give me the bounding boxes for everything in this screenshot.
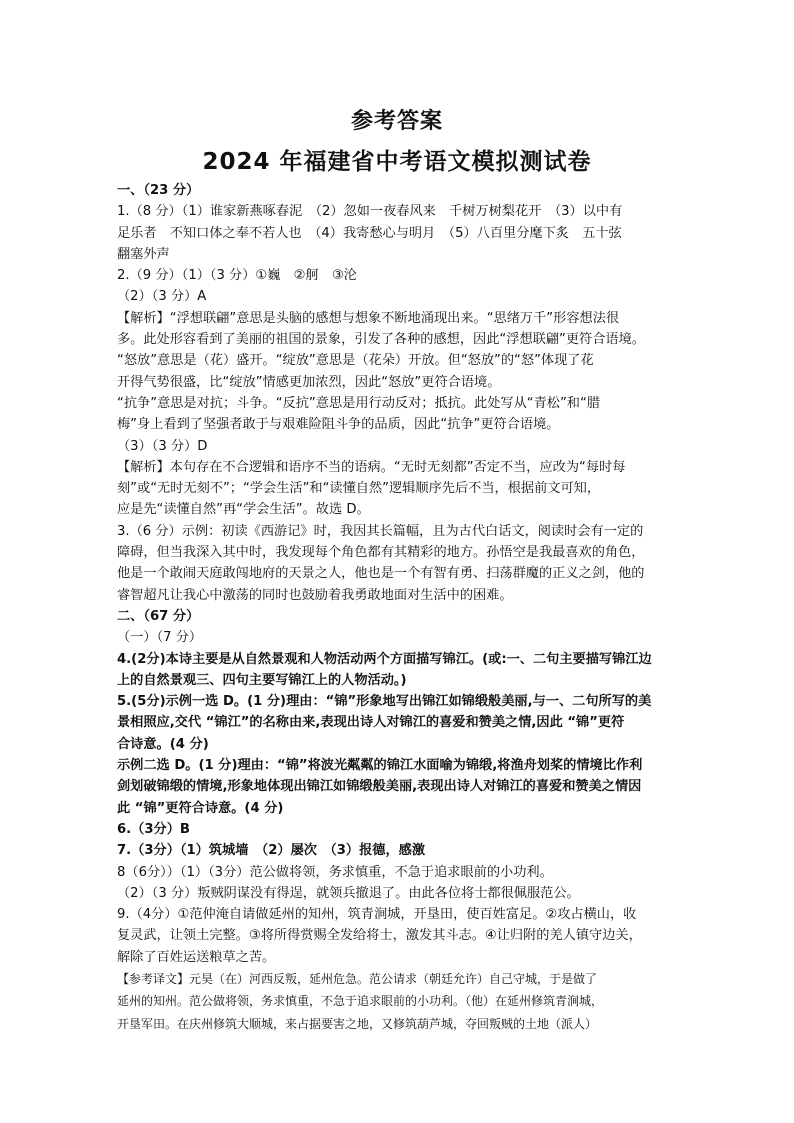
text-line: 【解析】“浮想联翩”意思是头脑的感想与想象不断地涌现出来。“思绪万千”形容想法很 — [117, 310, 620, 326]
translation-line: 开垦军田。在庆州修筑大顺城，来占据要害之地，又修筑葫芦城，夺回叛贼的土地（派人） — [117, 1016, 598, 1031]
text-line: 多。此处形容看到了美丽的祖国的景象，引发了各种的感想，因此“浮想联翩”更符合语境。 — [117, 332, 645, 348]
text-line: （一）（7 分） — [117, 630, 203, 646]
text-line: 上的自然景观三、四句主要写锦江上的人物活动。) — [117, 672, 407, 688]
translation-line: 【参考译文】元昊（在）河西反叛，延州危急。范公请求（朝廷允许）自己守城，于是做了 — [117, 971, 598, 986]
text-line: 3.（6 分）示例：初读《西游记》时，我因其长篇幅，且为古代白话文，阅读时会有一定的 — [117, 523, 644, 539]
text-line: 7.（3分）（1）筑城墙 （2）屡次 （3）报德，感激 — [117, 843, 426, 859]
text-line: 4.(2分)本诗主要是从自然景观和人物活动两个方面描写锦江。(或:一、二句主要描写锦江边 — [117, 651, 652, 667]
text-line: 足乐者 不知口体之奉不若人也 （4）我寄愁心与明月 （5）八百里分麾下炙 五十弦 — [117, 225, 622, 241]
text-line: 示例二选 D。(1 分)理由：“锦”将波光粼粼的锦江水面喻为锦缎,将渔舟划桨的情境比作利 — [117, 758, 643, 774]
text-line: “抗争”意思是对抗；斗争。“反抗”意思是用行动反对；抵抗。此处写从“青松”和“腊 — [117, 395, 601, 411]
text-line: （2）（3 分）A — [117, 289, 207, 305]
text-line: 景相照应,交代 “锦江”的名称由来,表现出诗人对锦江的喜爱和赞美之情,因此 “锦”更符 — [117, 715, 625, 731]
text-line: 【解析】本句存在不合逻辑和语序不当的语病。“无时无刻都”否定不当，应改为“每时每 — [117, 459, 626, 475]
text-line: 此 “锦”更符合诗意。(4 分) — [117, 800, 284, 816]
section-heading: 二、（67 分） — [117, 608, 200, 624]
text-line: 开得气势很盛，比“绽放”情感更加浓烈，因此“怒放”更符合语境。 — [117, 374, 501, 390]
text-line: 睿智超凡让我心中激荡的同时也鼓励着我勇敢地面对生活中的困难。 — [117, 587, 513, 603]
text-line: 剑划破锦缎的情境,形象地体现出锦江如锦缎般美丽,表现出诗人对锦江的喜爱和赞美之情因 — [117, 779, 642, 795]
exam-title: 2024 年福建省中考语文模拟测试卷 — [202, 149, 592, 175]
text-line: 复灵武，让领土完整。③将所得赏赐全发给将士，激发其斗志。④让归附的羌人镇守边关， — [117, 928, 642, 944]
text-line: 刻”或“无时无刻不”；“学会生活”和“读懂自然”逻辑顺序先后不当，根据前文可知， — [117, 481, 601, 497]
text-line: 障碍，但当我深入其中时，我发现每个角色都有其精彩的地方。孙悟空是我最喜欢的角色， — [117, 545, 645, 561]
text-line: （3）（3 分）D — [117, 438, 208, 454]
text-line: 翻塞外声 — [117, 246, 170, 262]
section-heading: 一、（23 分） — [117, 183, 200, 198]
text-line: 5.(5分)示例一选 D。(1 分)理由：“锦”形象地写出锦江如锦缎般美丽,与一、二句所写的美 — [117, 694, 652, 710]
answer-body — [117, 180, 685, 1035]
text-line: 梅”身上看到了坚强者敢于与艰难险阻斗争的品质，因此“抗争”更符合语境。 — [117, 417, 560, 433]
text-line: 2.（9 分）（1）（3 分）①巍 ②舸 ③沦 — [117, 268, 357, 284]
text-line: 解除了百姓运送粮草之苦。 — [117, 949, 276, 965]
text-line: 1.（8 分）（1）谁家新燕啄春泥 （2）忽如一夜春风来 千树万树梨花开 （3）以中有 — [117, 204, 623, 220]
text-line: 他是一个敢闹天庭敢闯地府的天景之人，他也是一个有智有勇、扫荡群魔的正义之剑，他的 — [117, 566, 645, 582]
translation-line: 延州的知州。范公做将领，务求慎重，不急于追求眼前的小功利。（他）在延州修筑青涧城， — [117, 994, 604, 1009]
text-line: 应是先“读懂自然”再“学会生活”。故选 D。 — [117, 502, 370, 518]
text-line: 合诗意。(4 分) — [117, 736, 209, 752]
text-line: “怒放”意思是（花）盛开。“绽放”意思是（花朵）开放。但“怒放”的“怒”体现了花 — [117, 353, 594, 369]
page-title: 参考答案 — [350, 109, 443, 134]
text-line: 6.（3分）B — [117, 821, 190, 837]
text-line: （2）（3 分）叛贼阴谋没有得逞，就领兵撤退了。由此各位将士都很佩服范公。 — [117, 885, 580, 901]
text-line: 9.（4分）①范仲淹自请做延州的知州，筑青涧城，开垦田，使百姓富足。②攻占横山，收 — [117, 907, 637, 923]
text-line: 8（6分））（1）（3分）范公做将领，务求慎重，不急于追求眼前的小功利。 — [117, 864, 553, 880]
